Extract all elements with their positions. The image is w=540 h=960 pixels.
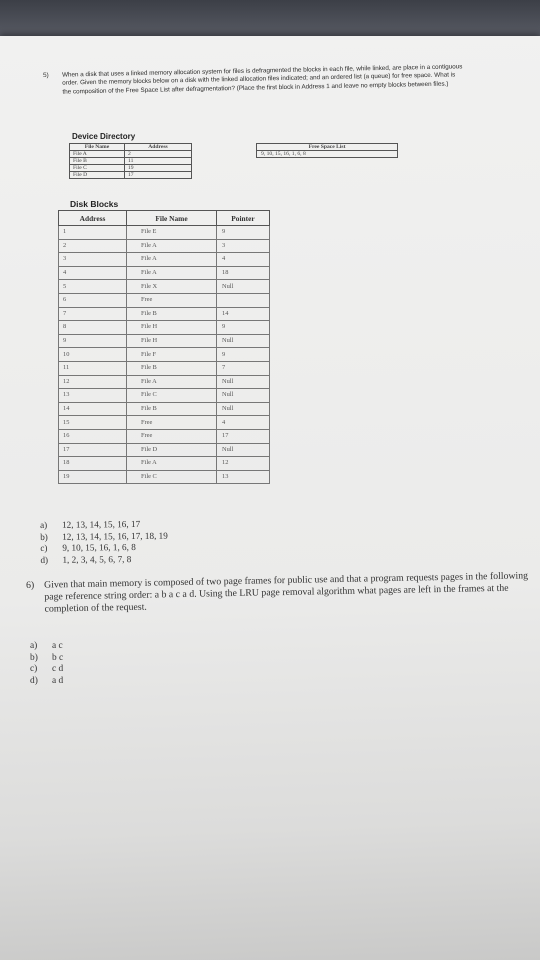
answer-text: b c [52, 652, 64, 663]
answer-option [40, 530, 168, 543]
table-row [59, 416, 270, 430]
table-row [59, 389, 270, 403]
background-desk [0, 0, 540, 40]
table-cell: 16 [59, 429, 127, 443]
table-cell: 2 [125, 151, 192, 158]
disk-blocks-table [58, 210, 270, 484]
answer-text: 9, 10, 15, 16, 1, 6, 8 [62, 542, 136, 553]
answer-option [30, 664, 63, 676]
table-row [59, 334, 270, 348]
table-cell: Null [217, 334, 270, 348]
table-row [59, 266, 270, 280]
table-row [59, 253, 270, 267]
table-cell: 3 [59, 253, 127, 267]
table-cell: File A [127, 457, 217, 471]
table-row [70, 158, 192, 165]
answer-option [30, 641, 63, 653]
table-cell: 9 [217, 321, 270, 335]
table-cell: 18 [217, 266, 270, 280]
answer-letter: b) [30, 652, 38, 663]
table-cell: 17 [125, 172, 192, 179]
table-cell: 9 [217, 348, 270, 362]
device-directory-title: Device Directory [72, 132, 136, 141]
table-row [59, 402, 270, 416]
answer-letter: c) [30, 664, 38, 675]
answer-text: c d [52, 664, 64, 675]
table-cell: File F [127, 348, 217, 362]
table-cell: 19 [125, 165, 192, 172]
disk-blocks-title: Disk Blocks [70, 199, 119, 209]
table-row [59, 443, 270, 457]
table-cell: Free [127, 416, 217, 430]
free-space-list-value: 9, 10, 15, 16, 1, 6, 8 [257, 151, 398, 158]
table-cell: File H [127, 321, 217, 335]
table-cell: File B [127, 307, 217, 321]
table-cell: File D [70, 172, 125, 179]
table-cell: 7 [217, 361, 270, 375]
answer-letter: b) [40, 531, 48, 542]
answer-text: 12, 13, 14, 15, 16, 17 [61, 518, 141, 530]
table-row [59, 226, 270, 240]
table-cell: File H [127, 334, 217, 348]
question-5-number: 5) [43, 71, 49, 80]
column-header: File Name [127, 211, 217, 226]
answer-letter: a) [30, 641, 38, 651]
question-5-answers [40, 519, 168, 567]
table-cell: 12 [217, 457, 270, 471]
table-row [59, 361, 270, 375]
table-header-row [70, 144, 192, 151]
table-cell: File C [127, 470, 217, 484]
table-cell: File B [70, 158, 125, 165]
table-cell: File A [127, 253, 217, 267]
table-cell: Null [217, 402, 270, 416]
table-cell: 14 [59, 402, 127, 416]
table-cell: 2 [59, 239, 127, 253]
table-row [70, 151, 192, 158]
table-cell: 5 [59, 280, 127, 294]
table-cell: File E [127, 226, 217, 240]
table-cell: File D [127, 443, 217, 457]
question-6-answers [30, 641, 63, 687]
column-header: Address [125, 144, 192, 151]
disk-blocks-body [59, 226, 270, 484]
table-cell: 18 [59, 457, 127, 471]
table-cell: 3 [217, 239, 270, 253]
table-row [59, 429, 270, 443]
free-space-list-table [256, 143, 398, 158]
device-directory-table [69, 143, 192, 179]
table-cell: 15 [59, 416, 127, 430]
answer-text: 1, 2, 3, 4, 5, 6, 7, 8 [62, 553, 132, 565]
answer-option [40, 553, 168, 566]
table-cell: Null [217, 280, 270, 294]
question-5-text: When a disk that uses a linked memory allocation system for files is defragmented the blocks in each file, while linked, are place in a contiguous order. Given the memory blocks below on a disk with the linked allocation files indicated; and an ordered list (a queue) for free space. What is the composition of the Free Space List after defragmentation? (Place the first block in Address 1 and leave no empty blocks between files.) [61, 63, 463, 96]
answer-letter: c) [40, 543, 48, 554]
answer-letter: a) [40, 519, 48, 530]
question-6-number: 6) [26, 579, 35, 591]
table-cell: 4 [217, 416, 270, 430]
table-cell: 19 [59, 470, 127, 484]
table-cell: Free [127, 429, 217, 443]
answer-option [30, 676, 63, 688]
answer-option [30, 653, 63, 665]
table-cell: 11 [59, 361, 127, 375]
table-cell: 17 [217, 429, 270, 443]
table-cell: Null [217, 389, 270, 403]
table-cell: 14 [217, 307, 270, 321]
table-cell: Null [217, 375, 270, 389]
table-cell: 7 [59, 307, 127, 321]
question-6-text: Given that main memory is composed of two page frames for public use and that a program requests pages in the following page reference string order: a b a c a d. Using the LRU page removal algorithm what pages are left in the frames at the completion of the request. [43, 570, 529, 616]
free-space-list-header: Free Space List [257, 144, 398, 151]
table-cell: 4 [59, 266, 127, 280]
table-row [59, 239, 270, 253]
table-cell: 8 [59, 321, 127, 335]
table-cell: File A [127, 375, 217, 389]
table-row [59, 293, 270, 307]
table-row [70, 172, 192, 179]
table-header-row [59, 211, 270, 226]
table-row [70, 165, 192, 172]
answer-letter: d) [40, 554, 49, 565]
table-row [59, 457, 270, 471]
table-cell [217, 293, 270, 307]
answer-text: a c [52, 641, 63, 651]
answer-letter: d) [30, 675, 38, 686]
table-cell: File A [127, 239, 217, 253]
table-row [59, 307, 270, 321]
table-row [59, 375, 270, 389]
table-cell: 12 [59, 375, 127, 389]
table-cell: File A [70, 151, 125, 158]
table-cell: 13 [59, 389, 127, 403]
table-cell: Null [217, 443, 270, 457]
table-cell: 9 [217, 226, 270, 240]
table-row [257, 151, 398, 158]
column-header: Address [59, 211, 127, 226]
table-row [59, 280, 270, 294]
table-cell: 9 [59, 334, 127, 348]
table-header-row [257, 144, 398, 151]
table-cell: 11 [125, 158, 192, 165]
table-row [59, 321, 270, 335]
table-row [59, 348, 270, 362]
table-row [59, 470, 270, 484]
column-header: File Name [70, 144, 125, 151]
answer-text: 12, 13, 14, 15, 16, 17, 18, 19 [62, 530, 168, 542]
table-cell: File B [127, 402, 217, 416]
table-cell: File B [127, 361, 217, 375]
table-cell: File X [127, 280, 217, 294]
table-cell: Free [127, 293, 217, 307]
table-cell: 4 [217, 253, 270, 267]
table-cell: 13 [217, 470, 270, 484]
table-cell: 10 [59, 348, 127, 362]
answer-text: a d [52, 675, 64, 686]
column-header: Pointer [217, 211, 270, 226]
table-cell: 17 [59, 443, 127, 457]
table-cell: File C [70, 165, 125, 172]
table-cell: File A [127, 266, 217, 280]
table-cell: 6 [59, 293, 127, 307]
table-cell: File C [127, 389, 217, 403]
table-cell: 1 [59, 226, 127, 240]
